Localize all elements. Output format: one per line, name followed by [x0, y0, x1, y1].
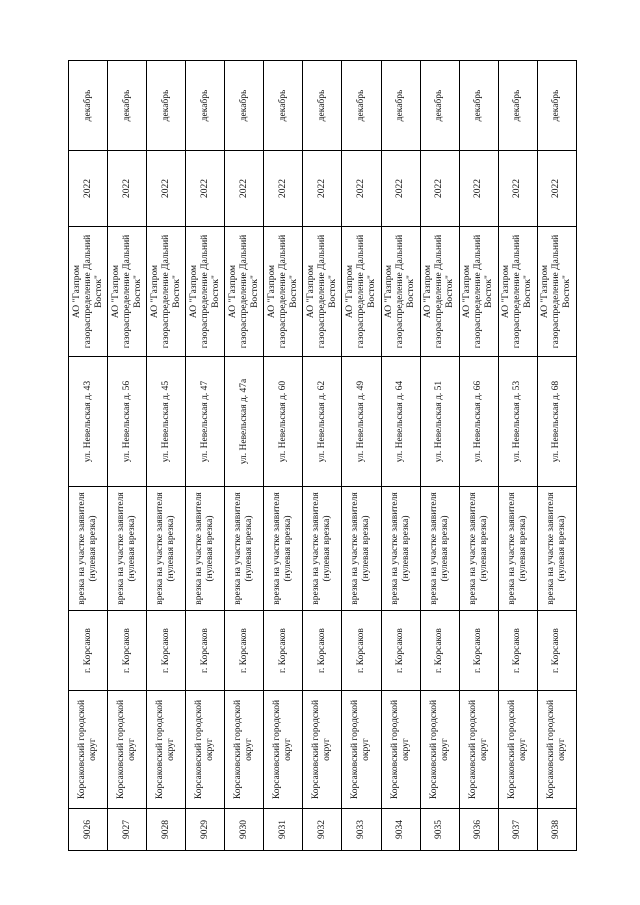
- organization-cell: АО "Газпром газораспределение Дальний Восток": [264, 227, 303, 357]
- rotated-table-container: [68, 61, 577, 851]
- row-number: 9038: [537, 809, 576, 851]
- city-cell: г. Корсаков: [225, 611, 264, 691]
- year-cell: 2022: [108, 151, 147, 227]
- address-cell: ул. Невельская д. 56: [108, 357, 147, 487]
- work-type-cell: врезка на участке заявителя (нулевая врезка): [537, 487, 576, 611]
- table-row: [303, 61, 342, 851]
- address-cell: ул. Невельская д. 64: [381, 357, 420, 487]
- organization-cell: АО "Газпром газораспределение Дальний Восток": [108, 227, 147, 357]
- work-type-cell: врезка на участке заявителя (нулевая врезка): [342, 487, 381, 611]
- month-cell: декабрь: [147, 61, 186, 151]
- table-row: [420, 61, 459, 851]
- organization-cell: АО "Газпром газораспределение Дальний Восток": [186, 227, 225, 357]
- year-cell: 2022: [537, 151, 576, 227]
- table-row: [69, 61, 108, 851]
- year-cell: 2022: [186, 151, 225, 227]
- table-row: [342, 61, 381, 851]
- okrug-cell: Корсаковский городской округ: [303, 691, 342, 809]
- okrug-cell: Корсаковский городской округ: [147, 691, 186, 809]
- city-cell: г. Корсаков: [342, 611, 381, 691]
- okrug-cell: Корсаковский городской округ: [537, 691, 576, 809]
- city-cell: г. Корсаков: [108, 611, 147, 691]
- month-cell: декабрь: [264, 61, 303, 151]
- organization-cell: АО "Газпром газораспределение Дальний Восток": [225, 227, 264, 357]
- row-number: 9036: [459, 809, 498, 851]
- year-cell: 2022: [342, 151, 381, 227]
- work-type-cell: врезка на участке заявителя (нулевая врезка): [303, 487, 342, 611]
- organization-cell: АО "Газпром газораспределение Дальний Восток": [498, 227, 537, 357]
- year-cell: 2022: [225, 151, 264, 227]
- work-type-cell: врезка на участке заявителя (нулевая врезка): [147, 487, 186, 611]
- month-cell: декабрь: [69, 61, 108, 151]
- work-type-cell: врезка на участке заявителя (нулевая врезка): [186, 487, 225, 611]
- okrug-cell: Корсаковский городской округ: [498, 691, 537, 809]
- city-cell: г. Корсаков: [303, 611, 342, 691]
- city-cell: г. Корсаков: [69, 611, 108, 691]
- row-number: 9026: [69, 809, 108, 851]
- work-type-cell: врезка на участке заявителя (нулевая врезка): [498, 487, 537, 611]
- city-cell: г. Корсаков: [459, 611, 498, 691]
- okrug-cell: Корсаковский городской округ: [459, 691, 498, 809]
- table-row: [459, 61, 498, 851]
- row-number: 9034: [381, 809, 420, 851]
- address-cell: ул. Невельская д. 51: [420, 357, 459, 487]
- organization-cell: АО "Газпром газораспределение Дальний Восток": [537, 227, 576, 357]
- address-cell: ул. Невельская д. 45: [147, 357, 186, 487]
- table-row: [381, 61, 420, 851]
- address-cell: ул. Невельская д. 62: [303, 357, 342, 487]
- okrug-cell: Корсаковский городской округ: [186, 691, 225, 809]
- table-row: [147, 61, 186, 851]
- month-cell: декабрь: [108, 61, 147, 151]
- work-type-cell: врезка на участке заявителя (нулевая врезка): [381, 487, 420, 611]
- address-cell: ул. Невельская д. 49: [342, 357, 381, 487]
- organization-cell: АО "Газпром газораспределение Дальний Восток": [420, 227, 459, 357]
- organization-cell: АО "Газпром газораспределение Дальний Восток": [459, 227, 498, 357]
- year-cell: 2022: [69, 151, 108, 227]
- year-cell: 2022: [381, 151, 420, 227]
- month-cell: декабрь: [303, 61, 342, 151]
- table-row: [498, 61, 537, 851]
- year-cell: 2022: [147, 151, 186, 227]
- table-row: [108, 61, 147, 851]
- city-cell: г. Корсаков: [498, 611, 537, 691]
- row-number: 9029: [186, 809, 225, 851]
- month-cell: декабрь: [381, 61, 420, 151]
- row-number: 9027: [108, 809, 147, 851]
- row-number: 9031: [264, 809, 303, 851]
- okrug-cell: Корсаковский городской округ: [381, 691, 420, 809]
- table-row: [264, 61, 303, 851]
- organization-cell: АО "Газпром газораспределение Дальний Восток": [342, 227, 381, 357]
- month-cell: декабрь: [420, 61, 459, 151]
- row-number: 9028: [147, 809, 186, 851]
- gasification-table: [68, 60, 577, 851]
- work-type-cell: врезка на участке заявителя (нулевая врезка): [225, 487, 264, 611]
- okrug-cell: Корсаковский городской округ: [342, 691, 381, 809]
- year-cell: 2022: [420, 151, 459, 227]
- row-number: 9035: [420, 809, 459, 851]
- city-cell: г. Корсаков: [381, 611, 420, 691]
- year-cell: 2022: [303, 151, 342, 227]
- row-number: 9030: [225, 809, 264, 851]
- okrug-cell: Корсаковский городской округ: [264, 691, 303, 809]
- month-cell: декабрь: [225, 61, 264, 151]
- table-row: [225, 61, 264, 851]
- address-cell: ул. Невельская д. 68: [537, 357, 576, 487]
- table-row: [537, 61, 576, 851]
- row-number: 9033: [342, 809, 381, 851]
- month-cell: декабрь: [537, 61, 576, 151]
- year-cell: 2022: [498, 151, 537, 227]
- address-cell: ул. Невельская д. 43: [69, 357, 108, 487]
- month-cell: декабрь: [459, 61, 498, 151]
- table-row: [186, 61, 225, 851]
- city-cell: г. Корсаков: [537, 611, 576, 691]
- year-cell: 2022: [459, 151, 498, 227]
- address-cell: ул. Невельская д. 53: [498, 357, 537, 487]
- okrug-cell: Корсаковский городской округ: [420, 691, 459, 809]
- work-type-cell: врезка на участке заявителя (нулевая врезка): [69, 487, 108, 611]
- address-cell: ул. Невельская д. 47: [186, 357, 225, 487]
- city-cell: г. Корсаков: [420, 611, 459, 691]
- organization-cell: АО "Газпром газораспределение Дальний Восток": [69, 227, 108, 357]
- organization-cell: АО "Газпром газораспределение Дальний Восток": [303, 227, 342, 357]
- okrug-cell: Корсаковский городской округ: [108, 691, 147, 809]
- month-cell: декабрь: [498, 61, 537, 151]
- row-number: 9037: [498, 809, 537, 851]
- year-cell: 2022: [264, 151, 303, 227]
- month-cell: декабрь: [342, 61, 381, 151]
- organization-cell: АО "Газпром газораспределение Дальний Восток": [381, 227, 420, 357]
- city-cell: г. Корсаков: [186, 611, 225, 691]
- city-cell: г. Корсаков: [147, 611, 186, 691]
- okrug-cell: Корсаковский городской округ: [69, 691, 108, 809]
- address-cell: ул. Невельская д. 47а: [225, 357, 264, 487]
- address-cell: ул. Невельская д. 66: [459, 357, 498, 487]
- city-cell: г. Корсаков: [264, 611, 303, 691]
- work-type-cell: врезка на участке заявителя (нулевая врезка): [108, 487, 147, 611]
- work-type-cell: врезка на участке заявителя (нулевая врезка): [459, 487, 498, 611]
- row-number: 9032: [303, 809, 342, 851]
- okrug-cell: Корсаковский городской округ: [225, 691, 264, 809]
- month-cell: декабрь: [186, 61, 225, 151]
- work-type-cell: врезка на участке заявителя (нулевая врезка): [420, 487, 459, 611]
- work-type-cell: врезка на участке заявителя (нулевая врезка): [264, 487, 303, 611]
- organization-cell: АО "Газпром газораспределение Дальний Восток": [147, 227, 186, 357]
- address-cell: ул. Невельская д. 60: [264, 357, 303, 487]
